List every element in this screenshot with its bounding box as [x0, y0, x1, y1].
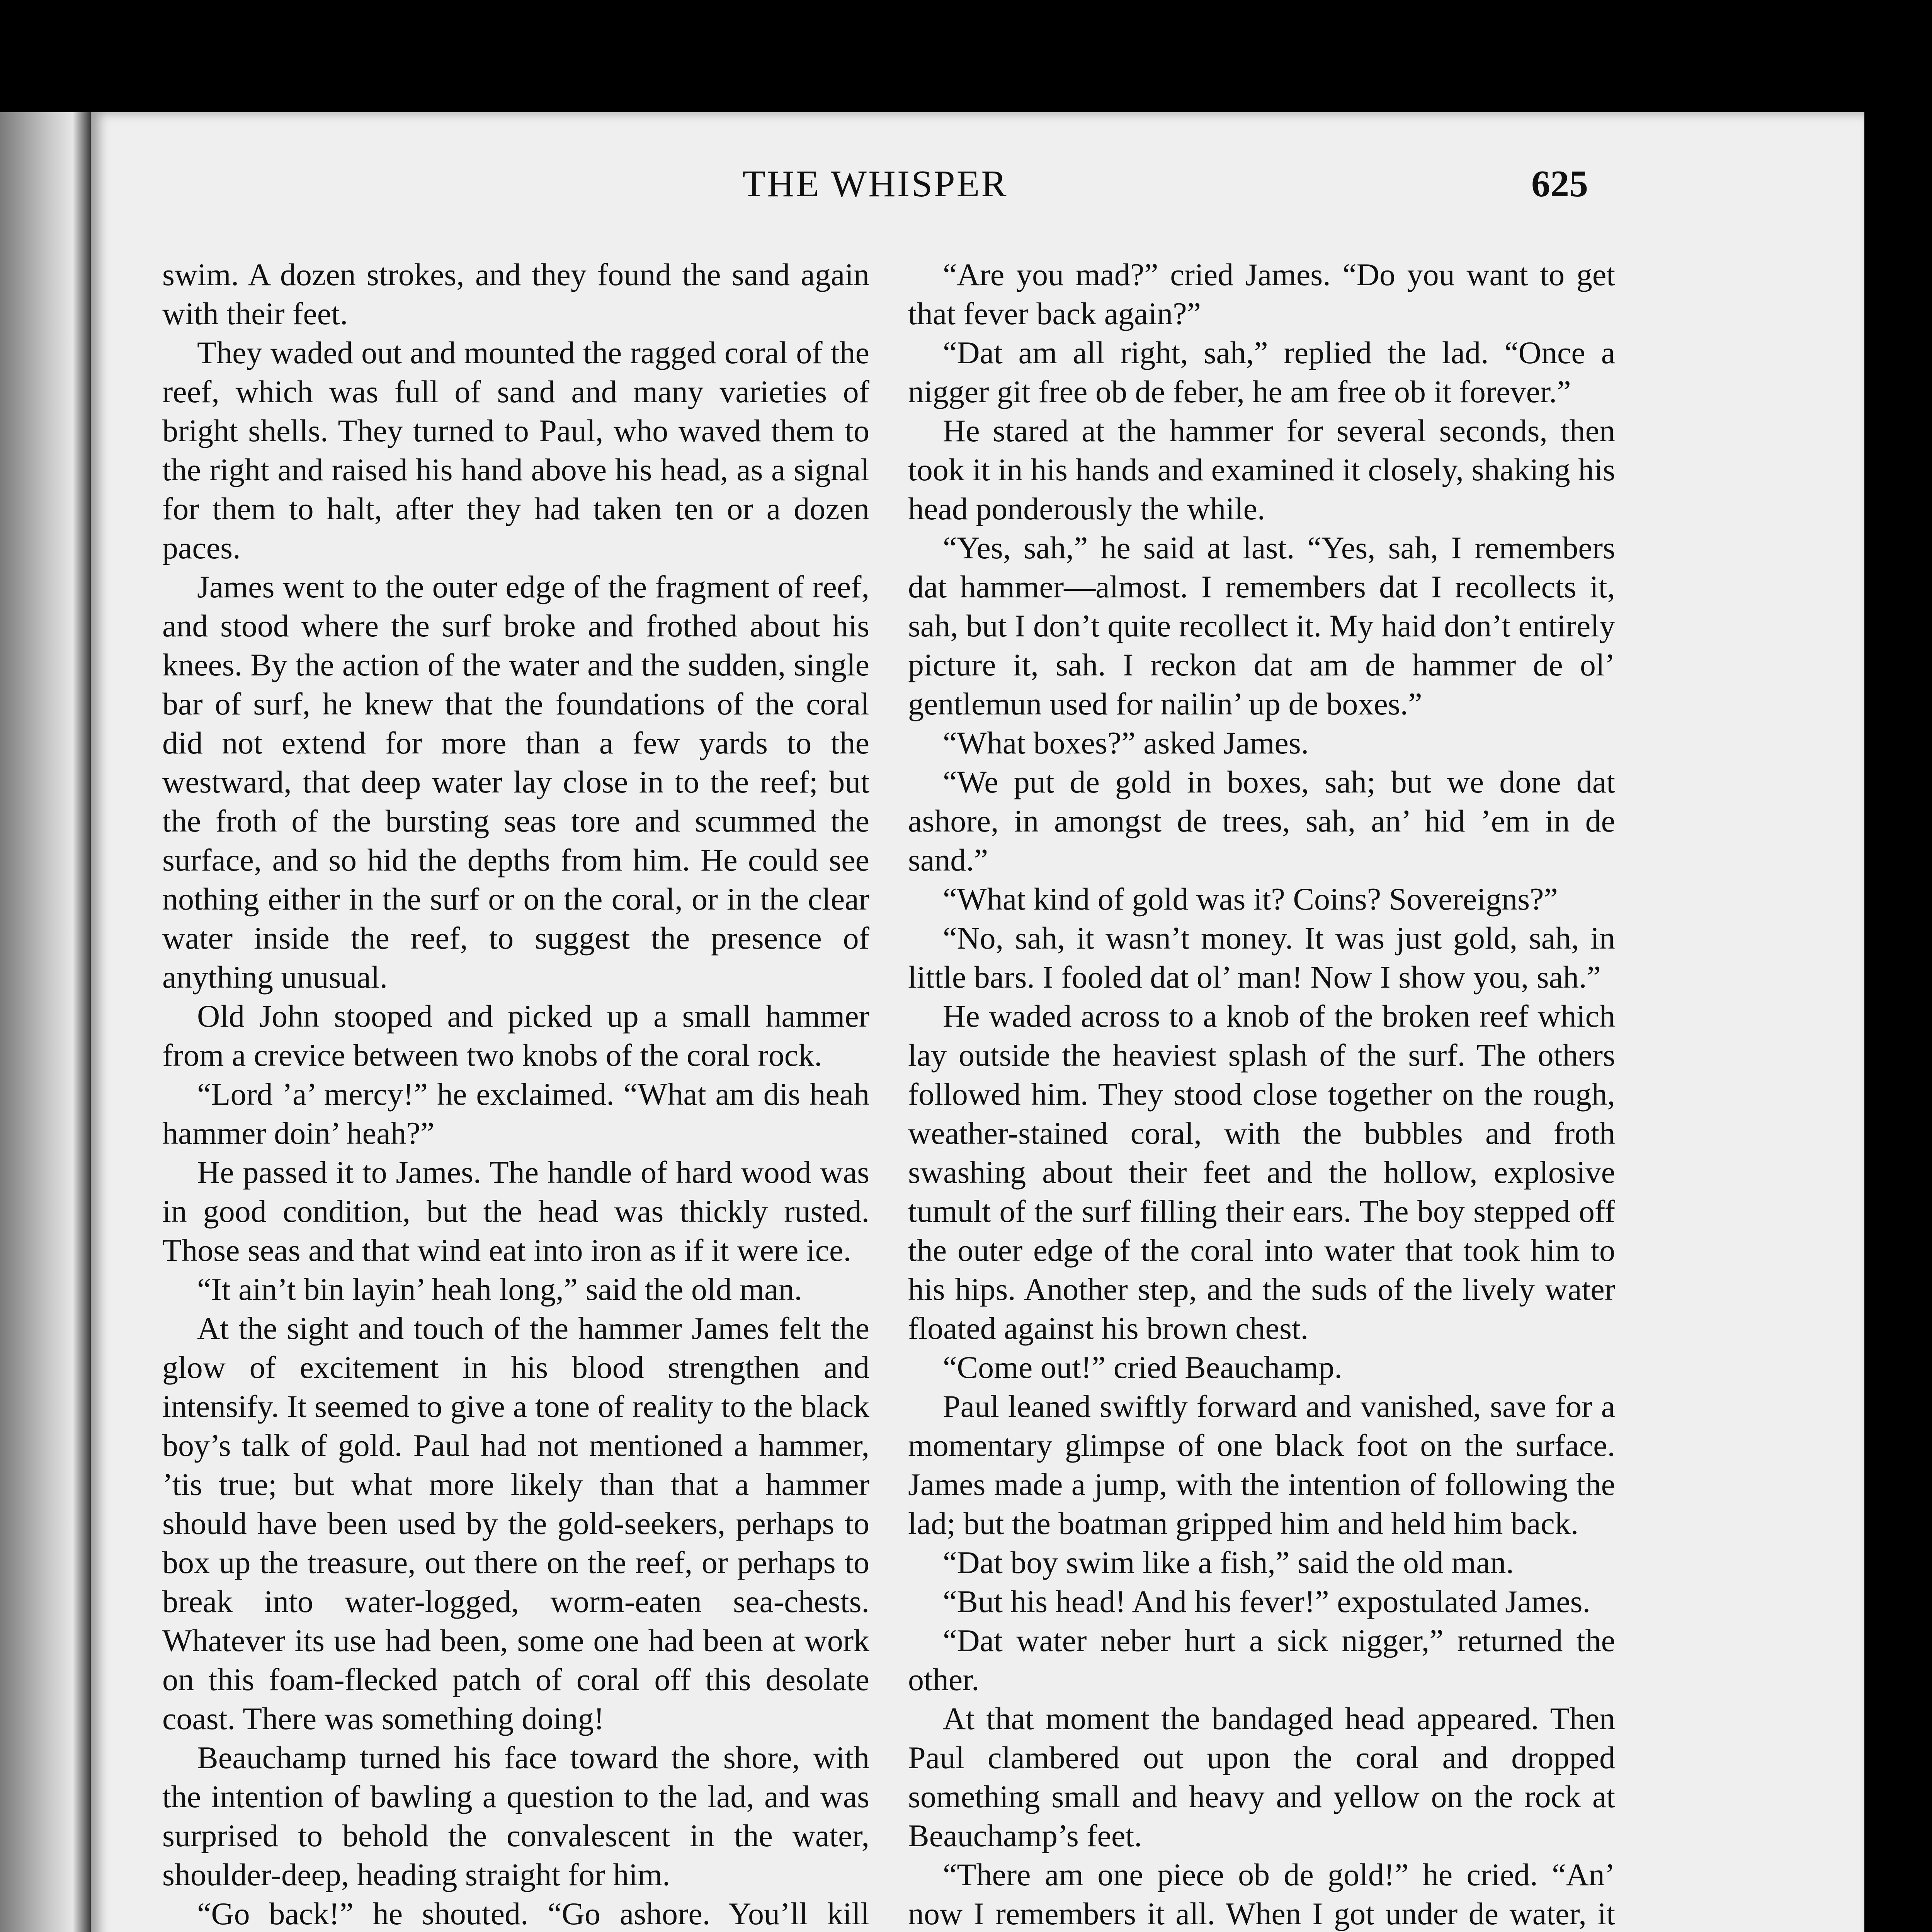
paragraph: “Lord ’a’ mercy!” he exclaimed. “What am dis heah hammer doin’ heah?”: [162, 1077, 869, 1151]
paragraph: swim. A dozen strokes, and they found the sand again with their feet.: [162, 257, 869, 331]
paragraph: He waded across to a knob of the broken reef which lay outside the heaviest splash of the surf. The others followed him. They stood close together on the rough, weather-stained coral, with the bubbles and froth swashing about their feet and the hollow, explosive tumult of the surf filling their ears. The boy stepped off the outer edge of the coral into water that took him to his hips. Another step, and the suds of the lively water floated against his brown chest.: [908, 998, 1615, 1346]
paragraph: “No, sah, it wasn’t money. It was just gold, sah, in little bars. I fooled dat ol’ man! Now I show you, sah.”: [908, 920, 1615, 995]
paragraph: “What boxes?” asked James.: [943, 725, 1309, 760]
paragraph: “Go back!” he shouted. “Go ashore. You’ll kill: [197, 1896, 869, 1931]
page-number: 625: [1531, 163, 1588, 205]
paragraph: “But his head! And his fever!” expostulated James.: [943, 1584, 1590, 1619]
paragraph: Old John stooped and picked up a small hammer from a crevice between two knobs of the coral rock.: [162, 998, 869, 1073]
adjacent-page-edge: [0, 112, 91, 1932]
paragraph: At the sight and touch of the hammer James felt the glow of excitement in his blood strengthen and intensify. It seemed to give a tone of reality to the black boy’s talk of gold. Paul had not mentioned a hammer, ’tis true; but what more likely than that a hammer should have been used by the gold-seekers, perhaps to box up the treasure, out there on the reef, or perhaps to break into water-logged, worm-eaten sea-chests. Whatever its use had been, some one had been at work on this foam-flecked patch of coral off this desolate coast. There was something doing!: [162, 1311, 869, 1736]
paragraph: James went to the outer edge of the fragment of reef, and stood where the surf broke and frothed about his knees. By the action of the water and the sudden, single bar of surf, he knew that the foundations of the coral did not extend for more than a few yards to the westward, that deep water lay close in to the reef; but the froth of the bursting seas tore and scummed the surface, and so hid the depths from him. He could see nothing either in the surf or on the coral, or in the clear water inside the reef, to suggest the presence of anything unusual.: [162, 569, 869, 995]
paragraph: “What kind of gold was it? Coins? Sovereigns?”: [943, 881, 1558, 917]
text-column-left: [162, 255, 869, 1932]
running-title: THE WHISPER: [742, 163, 1008, 205]
paragraph: They waded out and mounted the ragged coral of the reef, which was full of sand and many varieties of bright shells. They turned to Paul, who waved them to the right and raised his hand above his head, as a signal for them to halt, after they had taken ten or a dozen paces.: [162, 335, 869, 565]
paragraph: He stared at the hammer for several seconds, then took it in his hands and examined it closely, shaking his head ponderously the while.: [908, 413, 1615, 526]
paragraph: “Dat boy swim like a fish,” said the old man.: [943, 1545, 1514, 1580]
paragraph: He passed it to James. The handle of hard wood was in good condition, but the head was thickly rusted. Those seas and that wind eat into iron as if it were ice.: [162, 1155, 869, 1268]
paragraph: Beauchamp turned his face toward the shore, with the intention of bawling a question to the lad, and was surprised to behold the convalescent in the water, shoulder-deep, heading straight for him.: [162, 1740, 869, 1892]
paragraph: “It ain’t bin layin’ heah long,” said the old man.: [197, 1272, 802, 1307]
paragraph: “Are you mad?” cried James. “Do you want to get that fever back again?”: [908, 257, 1615, 331]
paragraph: “Dat am all right, sah,” replied the lad. “Once a nigger git free ob de feber, he am free ob it forever.”: [908, 335, 1615, 409]
paragraph: “Dat water neber hurt a sick nigger,” returned the other.: [908, 1623, 1615, 1697]
paragraph: Paul leaned swiftly forward and vanished, save for a momentary glimpse of one black foot on the surface. James made a jump, with the intention of following the lad; but the boatman gripped him and held him back.: [908, 1389, 1615, 1541]
paragraph: “There am one piece ob de gold!” he cried. “An’ now I remembers it all. When I got under de water, it: [908, 1857, 1615, 1931]
paragraph: At that moment the bandaged head appeared. Then Paul clambered out upon the coral and dropped something small and heavy and yellow on the rock at Beauchamp’s feet.: [908, 1701, 1615, 1853]
paragraph: “Come out!” cried Beauchamp.: [943, 1350, 1342, 1385]
text-column-right: [908, 255, 1615, 1932]
running-header: [162, 162, 1588, 224]
paragraph: “Yes, sah,” he said at last. “Yes, sah, I remembers dat hammer—almost. I remembers dat I recollects it, sah, but I don’t quite recollect it. My haid don’t entirely picture it, sah. I reckon dat am de hammer de ol’ gentlemun used for nailin’ up de boxes.”: [908, 530, 1615, 721]
paragraph: “We put de gold in boxes, sah; but we done dat ashore, in amongst de trees, sah, an’ hid ’em in de sand.”: [908, 764, 1615, 878]
